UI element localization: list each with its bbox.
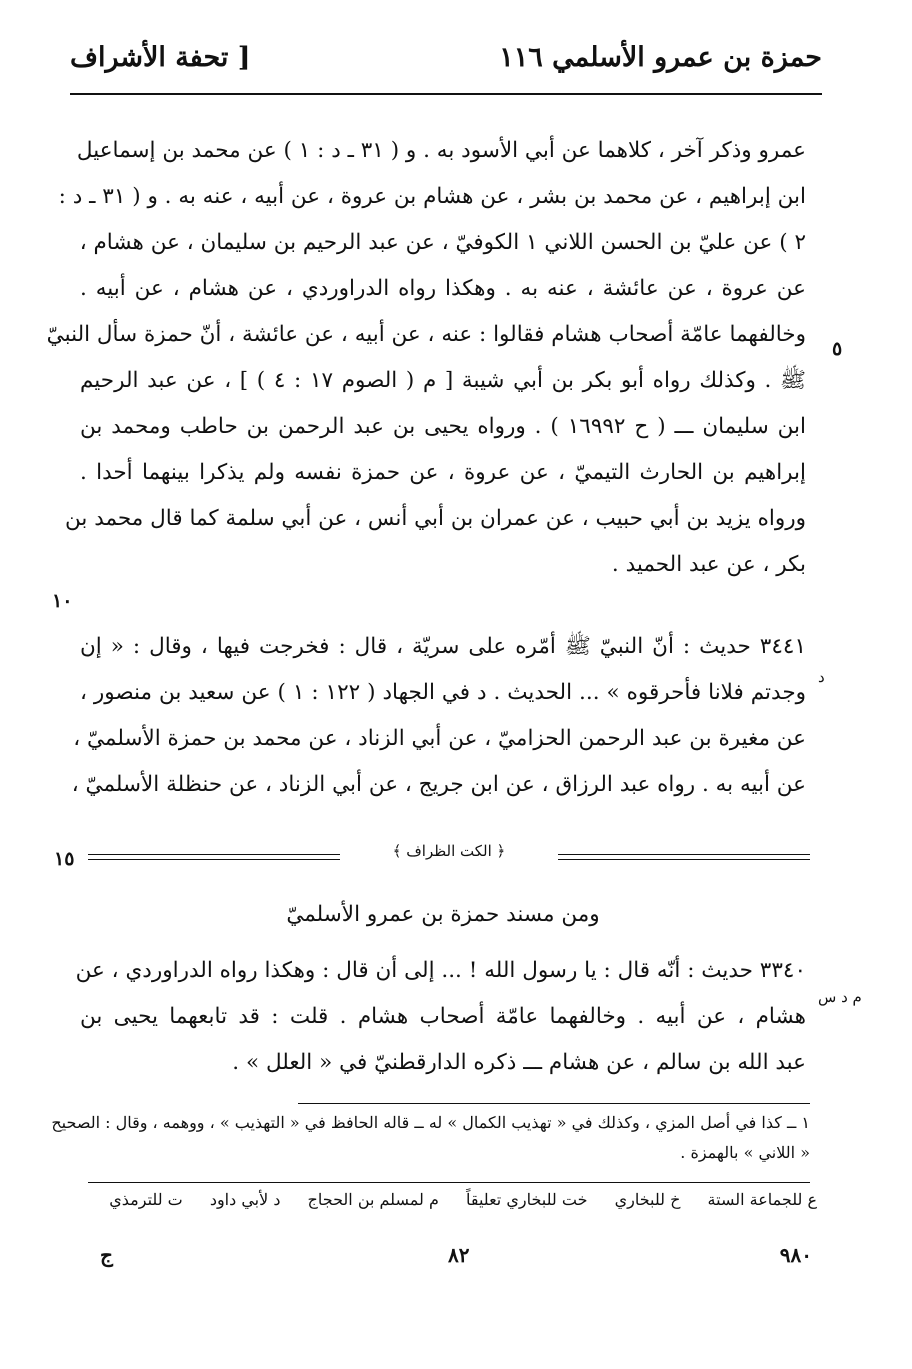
footnote-line: « اللاني » بالهمزة . <box>680 1143 810 1162</box>
abbreviation-item: د لأبي داود <box>209 1190 281 1209</box>
text-line: عمرو وذكر آخر ، كلاهما عن أبي الأسود به . و ( ٣١ ـ د : ١ ) عن محمد بن إسماعيل <box>76 138 806 163</box>
abbreviations-rule <box>88 1182 810 1183</box>
line-number-10: ١٠ <box>52 590 73 612</box>
main-text-block <box>46 128 806 588</box>
header-rule <box>70 93 822 95</box>
text-line: ابن إبراهيم ، عن محمد بن بشر ، عن هشام بن عروة ، عن أبيه ، عنه به . و ( ٣١ ـ د : <box>58 184 806 209</box>
text-line: ﷺ . وكذلك رواه أبو بكر بن أبي شيبة [ م ( الصوم ١٧ : ٤ ) ] ، عن عبد الرحيم <box>80 368 806 393</box>
text-line: ورواه يزيد بن أبي حبيب ، عن عمران بن أبي أنس ، عن أبي سلمة كما قال محمد بن <box>65 506 806 531</box>
abbreviation-item: ع للجماعة الستة <box>707 1190 817 1209</box>
text-line: ٢ ) عن عليّ بن الحسن اللاني ١ الكوفيّ ، عن عبد الرحيم بن سليمان ، عن هشام ، <box>79 230 806 255</box>
separator <box>88 842 810 868</box>
section-title: ومن مسند حمزة بن عمرو الأسلميّ <box>286 902 600 927</box>
hadith-line: ٣٤٤١ حديث : أنّ النبيّ ﷺ أمّره على سريّة ، قال : فخرجت فيها ، وقال : « إن <box>80 634 806 659</box>
section-title-block <box>80 892 806 938</box>
sigla-3441: د <box>818 668 825 686</box>
text-line: ابن سليمان ـــ ( ح ١٦٩٩٢ ) . ورواه يحيى بن عبد الرحمن بن حاطب ومحمد بن <box>80 414 806 439</box>
page-number: ٨٢ <box>448 1243 470 1267</box>
abbreviation-item: خ للبخاري <box>614 1190 681 1209</box>
volume-mark: ج <box>100 1243 113 1267</box>
header-title: حمزة بن عمرو الأسلمي ١١٦ <box>499 42 822 73</box>
footnote-rule <box>298 1103 810 1104</box>
footnote-line: ١ ــ كذا في أصل المزي ، وكذلك في « تهذيب الكمال » له ــ قاله الحافظ في « التهذيب » ، ووهمه ، وقال : الصحيح <box>51 1113 810 1132</box>
folio-number: ٩٨٠ <box>779 1243 812 1267</box>
abbreviation-item: م لمسلم بن الحجاج <box>307 1190 439 1209</box>
hadith-line: ٣٣٤٠ حديث : أنّه قال : يا رسول الله ! ... إلى أن قال : وهكذا رواه الدراوردي ، عن <box>75 958 806 983</box>
text-line: إبراهيم بن الحارث التيميّ ، عن عروة ، عن حمزة نفسه ولم يذكرا بينهما أحدا . <box>80 460 806 485</box>
header-book-title: [ تحفة الأشراف <box>70 42 251 73</box>
line-number-15: ١٥ <box>54 848 75 870</box>
separator-label: ﴿ الكت الظراف ﴾ <box>392 842 506 860</box>
separator-line-left <box>88 854 340 860</box>
text-line: بكر ، عن عبد الحميد . <box>611 552 806 577</box>
abbreviation-item: ت للترمذي <box>109 1190 183 1209</box>
sigla-3340: م د س <box>818 988 862 1006</box>
line-number-5: ٥ <box>832 338 843 360</box>
running-header <box>70 42 822 92</box>
hadith-3441-block <box>71 624 806 808</box>
hadith-line: عبد الله بن سالم ، عن هشام ـــ ذكره الدارقطنيّ في « العلل » . <box>232 1050 806 1075</box>
separator-line-right <box>558 854 810 860</box>
abbreviations-key <box>87 1190 817 1209</box>
hadith-3340-block <box>75 948 806 1086</box>
footnote-block <box>51 1108 810 1168</box>
text-line: عن عروة ، عن عائشة ، عنه به . وهكذا رواه الدراوردي ، عن هشام ، عن أبيه . <box>80 276 806 301</box>
text-line: وخالفهما عامّة أصحاب هشام فقالوا : عنه ، عن أبيه ، عن عائشة ، أنّ حمزة سأل النبيّ <box>46 322 806 347</box>
hadith-line: هشام ، عن أبيه . وخالفهما عامّة أصحاب هشام . قلت : قد تابعهما يحيى بن <box>80 1004 806 1029</box>
abbreviation-item: خت للبخاري تعليقاً <box>465 1190 588 1209</box>
hadith-line: عن أبيه به . رواه عبد الرزاق ، عن ابن جريج ، عن أبي الزناد ، عن حنظلة الأسلميّ ، <box>71 772 806 797</box>
hadith-line: عن مغيرة بن عبد الرحمن الحزاميّ ، عن أبي الزناد ، عن محمد بن حمزة الأسلميّ ، <box>73 726 806 751</box>
hadith-line: وجدتم فلانا فأحرقوه » ... الحديث . د في الجهاد ( ١٢٢ : ١ ) عن سعيد بن منصور ، <box>80 680 806 705</box>
